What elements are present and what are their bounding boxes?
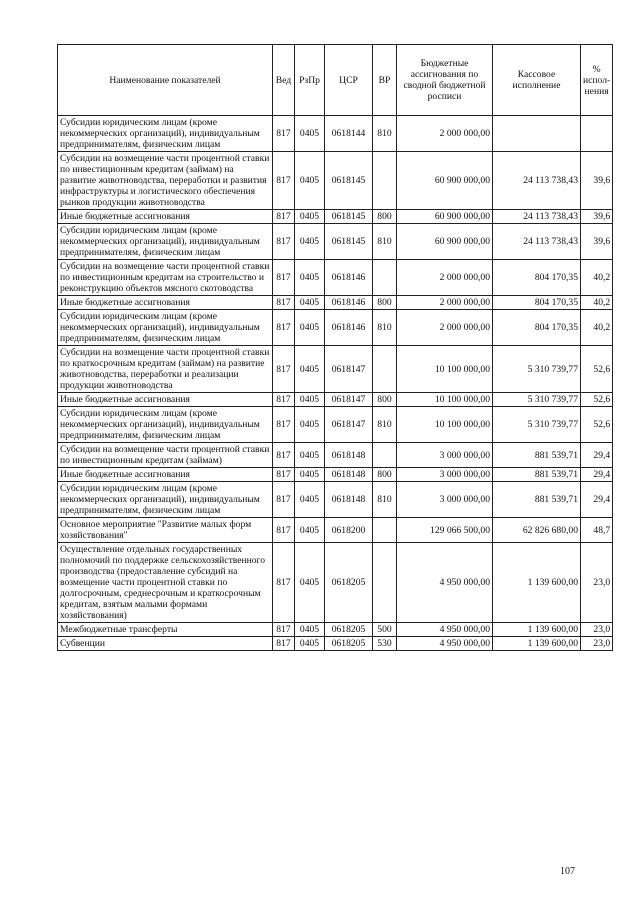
cell-ved: 817: [273, 543, 295, 623]
cell-cash: [493, 116, 581, 152]
cell-ved: 817: [273, 518, 295, 543]
cell-budget: 60 900 000,00: [397, 152, 493, 210]
cell-vr: 530: [373, 637, 397, 651]
cell-budget: 10 100 000,00: [397, 407, 493, 443]
cell-vr: [373, 443, 397, 468]
cell-ved: 817: [273, 482, 295, 518]
cell-csr: 0618148: [325, 482, 373, 518]
cell-pct: 52,6: [581, 346, 613, 393]
cell-rzpr: 0405: [295, 346, 325, 393]
cell-ved: 817: [273, 310, 295, 346]
cell-ved: 817: [273, 468, 295, 482]
cell-rzpr: 0405: [295, 296, 325, 310]
cell-ved: 817: [273, 346, 295, 393]
cell-vr: 810: [373, 482, 397, 518]
cell-pct: 39,6: [581, 210, 613, 224]
table-row: [58, 260, 613, 296]
cell-csr: 0618147: [325, 346, 373, 393]
cell-ved: 817: [273, 407, 295, 443]
cell-rzpr: 0405: [295, 468, 325, 482]
cell-rzpr: 0405: [295, 310, 325, 346]
header-budget: Бюджетные ассигнования по сводной бюджетной росписи: [397, 45, 493, 116]
cell-budget: 10 100 000,00: [397, 346, 493, 393]
cell-ved: 817: [273, 623, 295, 637]
cell-vr: 810: [373, 310, 397, 346]
header-name: Наименование показателей: [58, 45, 273, 116]
cell-cash: 5 310 739,77: [493, 407, 581, 443]
table-row: [58, 393, 613, 407]
cell-budget: 2 000 000,00: [397, 296, 493, 310]
cell-budget: 3 000 000,00: [397, 468, 493, 482]
cell-rzpr: 0405: [295, 116, 325, 152]
cell-name: Субсидии на возмещение части процентной ставки по краткосрочным кредитам (займам) на развитие животноводства, переработки и реализации продукции животноводства: [58, 346, 273, 393]
cell-ved: 817: [273, 637, 295, 651]
cell-cash: 1 139 600,00: [493, 637, 581, 651]
cell-name: Иные бюджетные ассигнования: [58, 210, 273, 224]
cell-budget: 3 000 000,00: [397, 443, 493, 468]
cell-cash: 804 170,35: [493, 296, 581, 310]
cell-pct: 39,6: [581, 224, 613, 260]
cell-vr: [373, 518, 397, 543]
cell-name: Субсидии юридическим лицам (кроме некоммерческих организаций), индивидуальным предпринимателям, физическим лицам: [58, 407, 273, 443]
cell-budget: 4 950 000,00: [397, 623, 493, 637]
cell-ved: 817: [273, 443, 295, 468]
cell-pct: 52,6: [581, 407, 613, 443]
cell-pct: 40,2: [581, 296, 613, 310]
cell-cash: 24 113 738,43: [493, 210, 581, 224]
table-row: [58, 407, 613, 443]
cell-vr: 800: [373, 393, 397, 407]
cell-rzpr: 0405: [295, 443, 325, 468]
cell-vr: 800: [373, 468, 397, 482]
header-cash: Кассовое исполнение: [493, 45, 581, 116]
cell-csr: 0618205: [325, 623, 373, 637]
cell-cash: 62 826 680,00: [493, 518, 581, 543]
cell-pct: 40,2: [581, 310, 613, 346]
cell-budget: 129 066 500,00: [397, 518, 493, 543]
cell-budget: 60 900 000,00: [397, 224, 493, 260]
cell-rzpr: 0405: [295, 152, 325, 210]
budget-execution-table: [57, 44, 613, 651]
cell-rzpr: 0405: [295, 623, 325, 637]
cell-csr: 0618146: [325, 296, 373, 310]
cell-name: Субвенции: [58, 637, 273, 651]
cell-name: Осуществление отдельных государственных полномочий по поддержке сельскохозяйственного производства (предоставление субсидий на возмещение части процентной ставки по долгосрочным, среднесрочным и краткосрочным кредитам, взятым малыми формами хозяйствования): [58, 543, 273, 623]
header-csr: ЦСР: [325, 45, 373, 116]
cell-pct: 23,0: [581, 637, 613, 651]
cell-ved: 817: [273, 393, 295, 407]
cell-csr: 0618146: [325, 310, 373, 346]
cell-pct: [581, 116, 613, 152]
cell-name: Основное мероприятие "Развитие малых форм хозяйствования": [58, 518, 273, 543]
cell-csr: 0618146: [325, 260, 373, 296]
cell-cash: 804 170,35: [493, 310, 581, 346]
table-row: [58, 116, 613, 152]
cell-budget: 60 900 000,00: [397, 210, 493, 224]
cell-budget: 2 000 000,00: [397, 260, 493, 296]
table-row: [58, 468, 613, 482]
cell-rzpr: 0405: [295, 482, 325, 518]
cell-rzpr: 0405: [295, 260, 325, 296]
cell-rzpr: 0405: [295, 393, 325, 407]
cell-cash: 1 139 600,00: [493, 623, 581, 637]
cell-csr: 0618148: [325, 443, 373, 468]
cell-csr: 0618200: [325, 518, 373, 543]
cell-vr: [373, 543, 397, 623]
cell-pct: 48,7: [581, 518, 613, 543]
cell-csr: 0618148: [325, 468, 373, 482]
header-rzpr: РзПр: [295, 45, 325, 116]
cell-vr: 500: [373, 623, 397, 637]
header-vr: ВР: [373, 45, 397, 116]
cell-name: Субсидии юридическим лицам (кроме некоммерческих организаций), индивидуальным предпринимателям, физическим лицам: [58, 116, 273, 152]
table-row: [58, 224, 613, 260]
table-row: [58, 637, 613, 651]
cell-cash: 1 139 600,00: [493, 543, 581, 623]
table-row: [58, 210, 613, 224]
cell-cash: 804 170,35: [493, 260, 581, 296]
table-row: [58, 543, 613, 623]
cell-pct: 29,4: [581, 482, 613, 518]
cell-name: Субсидии юридическим лицам (кроме некоммерческих организаций), индивидуальным предпринимателям, физическим лицам: [58, 482, 273, 518]
cell-csr: 0618145: [325, 210, 373, 224]
cell-vr: 800: [373, 296, 397, 310]
page-number: 107: [560, 866, 575, 877]
cell-pct: 39,6: [581, 152, 613, 210]
cell-csr: 0618205: [325, 637, 373, 651]
cell-ved: 817: [273, 296, 295, 310]
cell-ved: 817: [273, 116, 295, 152]
cell-budget: 2 000 000,00: [397, 116, 493, 152]
cell-name: Иные бюджетные ассигнования: [58, 393, 273, 407]
table-row: [58, 152, 613, 210]
cell-pct: 29,4: [581, 468, 613, 482]
cell-budget: 10 100 000,00: [397, 393, 493, 407]
cell-csr: 0618145: [325, 152, 373, 210]
table-row: [58, 482, 613, 518]
cell-ved: 817: [273, 152, 295, 210]
cell-vr: 810: [373, 224, 397, 260]
cell-cash: 5 310 739,77: [493, 346, 581, 393]
cell-budget: 4 950 000,00: [397, 543, 493, 623]
cell-budget: 3 000 000,00: [397, 482, 493, 518]
cell-csr: 0618147: [325, 407, 373, 443]
cell-rzpr: 0405: [295, 224, 325, 260]
cell-name: Субсидии на возмещение части процентной ставки по инвестиционным кредитам (займам): [58, 443, 273, 468]
table-row: [58, 346, 613, 393]
cell-ved: 817: [273, 260, 295, 296]
cell-vr: 810: [373, 116, 397, 152]
cell-budget: 2 000 000,00: [397, 310, 493, 346]
cell-name: Субсидии юридическим лицам (кроме некоммерческих организаций), индивидуальным предпринимателям, физическим лицам: [58, 224, 273, 260]
cell-pct: 23,0: [581, 543, 613, 623]
cell-name: Иные бюджетные ассигнования: [58, 296, 273, 310]
table-row: [58, 310, 613, 346]
cell-name: Субсидии юридическим лицам (кроме некоммерческих организаций), индивидуальным предпринимателям, физическим лицам: [58, 310, 273, 346]
cell-vr: [373, 152, 397, 210]
cell-vr: 800: [373, 210, 397, 224]
cell-name: Субсидии на возмещение части процентной ставки по инвестиционным кредитам на строительство и реконструкцию объектов мясного скотоводства: [58, 260, 273, 296]
cell-pct: 23,0: [581, 623, 613, 637]
cell-rzpr: 0405: [295, 543, 325, 623]
cell-rzpr: 0405: [295, 518, 325, 543]
cell-ved: 817: [273, 210, 295, 224]
cell-rzpr: 0405: [295, 637, 325, 651]
cell-vr: [373, 346, 397, 393]
cell-name: Субсидии на возмещение части процентной ставки по инвестиционным кредитам (займам) на развитие животноводства, переработки и развития инфраструктуры и логистического обеспечения рынков продукции животноводства: [58, 152, 273, 210]
cell-rzpr: 0405: [295, 210, 325, 224]
cell-csr: 0618145: [325, 224, 373, 260]
header-pct: % испол-нения: [581, 45, 613, 116]
table-row: [58, 443, 613, 468]
cell-cash: 881 539,71: [493, 468, 581, 482]
cell-csr: 0618205: [325, 543, 373, 623]
cell-vr: 810: [373, 407, 397, 443]
cell-pct: 40,2: [581, 260, 613, 296]
cell-pct: 52,6: [581, 393, 613, 407]
cell-pct: 29,4: [581, 443, 613, 468]
cell-ved: 817: [273, 224, 295, 260]
table-row: [58, 623, 613, 637]
cell-cash: 881 539,71: [493, 482, 581, 518]
cell-name: Межбюджетные трансферты: [58, 623, 273, 637]
cell-budget: 4 950 000,00: [397, 637, 493, 651]
cell-cash: 24 113 738,43: [493, 152, 581, 210]
cell-name: Иные бюджетные ассигнования: [58, 468, 273, 482]
cell-csr: 0618144: [325, 116, 373, 152]
table-row: [58, 296, 613, 310]
cell-rzpr: 0405: [295, 407, 325, 443]
header-ved: Вед: [273, 45, 295, 116]
table-row: [58, 518, 613, 543]
cell-csr: 0618147: [325, 393, 373, 407]
cell-cash: 24 113 738,43: [493, 224, 581, 260]
cell-cash: 881 539,71: [493, 443, 581, 468]
cell-cash: 5 310 739,77: [493, 393, 581, 407]
cell-vr: [373, 260, 397, 296]
header-row: [58, 45, 613, 116]
